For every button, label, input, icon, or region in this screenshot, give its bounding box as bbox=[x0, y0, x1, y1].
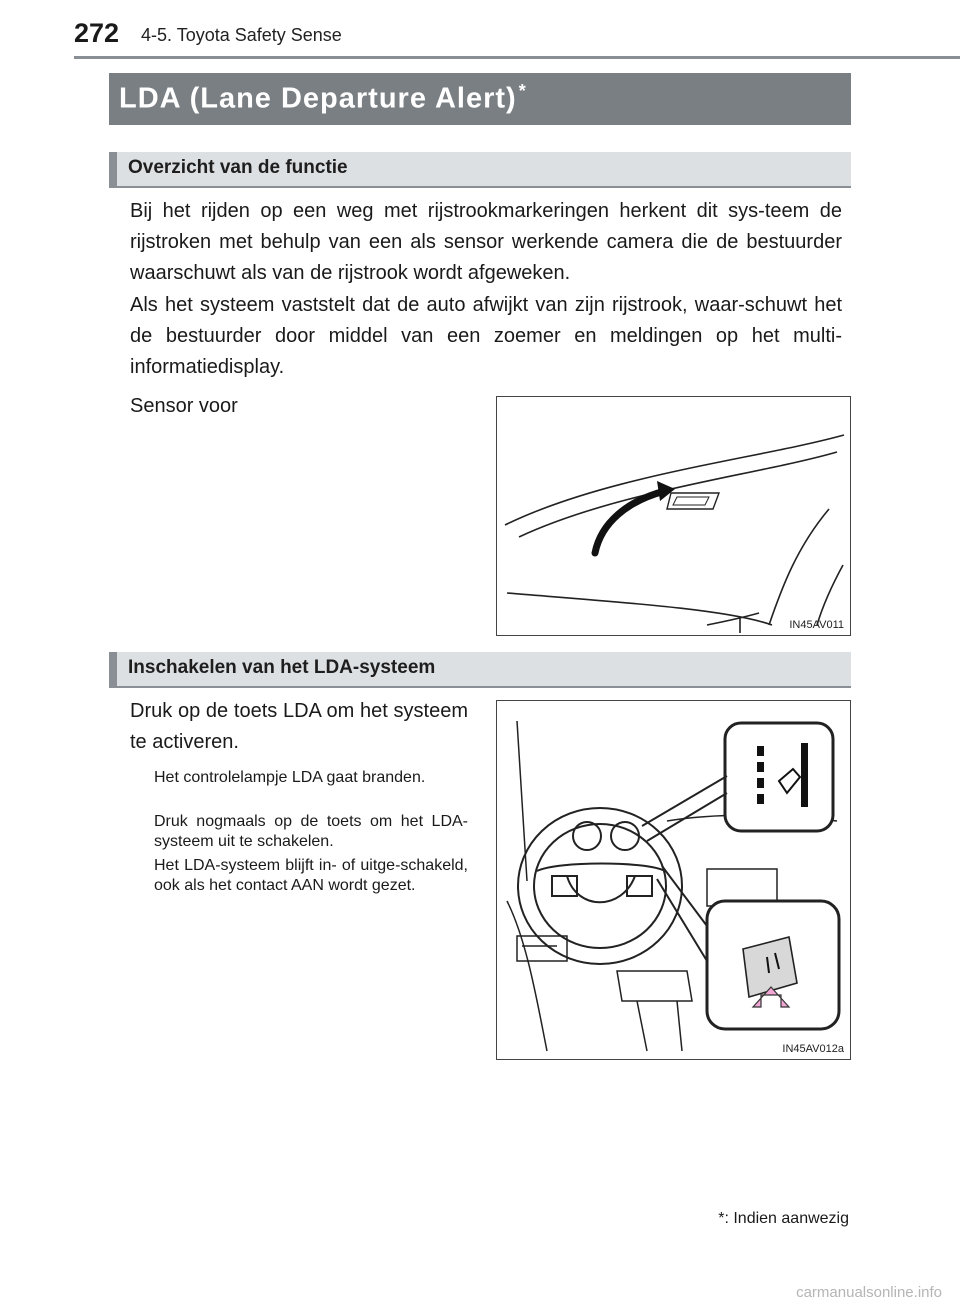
lda-indicator-callout bbox=[725, 723, 833, 831]
overview-paragraph-1: Bij het rijden op een weg met rijstrookmarkeringen herkent dit sys-teem de rijstroken met behulp van een als sensor werkende camera die de bestuurder waarschuwt als van de rijstrook wordt afgeweken. bbox=[130, 200, 842, 284]
dashboard-illustration bbox=[497, 701, 850, 1059]
note-deactivate: Druk nogmaals op de toets om het LDA-systeem uit te schakelen. bbox=[154, 813, 468, 850]
header-divider bbox=[74, 56, 960, 59]
heading-accent bbox=[109, 652, 117, 686]
steering-wheel-icon bbox=[518, 808, 682, 964]
curved-arrow-icon bbox=[595, 491, 665, 553]
page-title bbox=[119, 81, 527, 116]
sensor-label: Sensor voor bbox=[130, 395, 238, 417]
note-indicator: Het controlelampje LDA gaat branden. bbox=[154, 769, 426, 786]
page-title-text: LDA (Lane Departure Alert) bbox=[119, 82, 517, 115]
activate-paragraph: Druk op de toets LDA om het systeem te activeren. bbox=[130, 700, 468, 753]
camera-sensor-icon bbox=[667, 493, 719, 509]
section-heading-text: Overzicht van de functie bbox=[128, 157, 348, 178]
footnote-text: : Indien aanwezig bbox=[724, 1210, 849, 1227]
page-number: 272 bbox=[74, 18, 120, 48]
section-heading-text: Inschakelen van het LDA-systeem bbox=[128, 657, 436, 678]
page-title-bar bbox=[109, 73, 851, 125]
footnote bbox=[718, 1210, 849, 1228]
note-persistent: Het LDA-systeem blijft in- of uitge-schakeld, ook als het contact AAN wordt gezet. bbox=[154, 857, 468, 894]
footnote-marker: * bbox=[518, 81, 527, 101]
figure-code: IN45AV011 bbox=[789, 619, 844, 631]
footnote-marker: * bbox=[718, 1210, 725, 1227]
section-heading-overview bbox=[109, 152, 851, 188]
heading-accent bbox=[109, 152, 117, 186]
watermark: carmanualsonline.info bbox=[796, 1284, 942, 1301]
windshield-illustration bbox=[497, 397, 850, 635]
section-heading-activate bbox=[109, 652, 851, 688]
figure-code: IN45AV012a bbox=[782, 1043, 844, 1055]
sensor-figure bbox=[496, 396, 851, 636]
switch-figure bbox=[496, 700, 851, 1060]
section-reference: 4-5. Toyota Safety Sense bbox=[141, 25, 342, 45]
overview-paragraph-2: Als het systeem vaststelt dat de auto afwijkt van zijn rijstrook, waar-schuwt het de bestuurder door middel van een zoemer en meldingen op het multi-informatiedisplay. bbox=[130, 294, 842, 378]
